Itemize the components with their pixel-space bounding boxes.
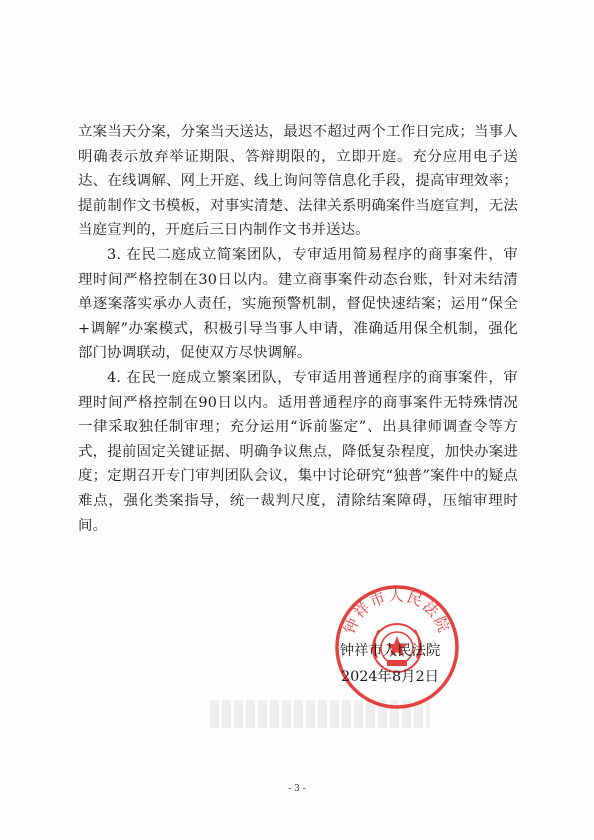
page-number: - 3 - (288, 784, 306, 794)
paragraph-2: 3. 在民二庭成立简案团队，专审适用简易程序的商事案件，审理时间严格控制在30日以内。建立商事案件动态台账，针对未结清单逐案落实承办人责任，实施预警机制，督促快速结案；运用“保全+调解”办案模式，积极引导当事人申请，准确适用保全机制，强化部门协调联动，促使双方尽快调解。 (78, 246, 518, 362)
signature-block (300, 638, 480, 690)
signing-date: 2024年8月2日 (340, 669, 440, 685)
paragraph-3: 4. 在民一庭成立繁案团队，专审适用普通程序的商事案件，审理时间严格控制在90日以内。适用普通程序的商事案件无特殊情况一律采取独任制审理；充分运用“诉前鉴定”、出具律师调查令等方式，提前固定关键证据、明确争议焦点，降低复杂程度，加快办案进度；定期召开专门审判团队会议，集中讨论研究“独普”案件中的疑点难点，强化类案指导，统一裁判尺度，清除结案障碍，压缩审理时间。 (78, 369, 518, 534)
document-body (78, 120, 518, 538)
signing-organization: 钟祥市人民法院 (339, 643, 441, 659)
paragraph-1: 立案当天分案，分案当天送达，最迟不超过两个工作日完成；当事人明确表示放弃举证期限、答辩期限的，立即开庭。充分应用电子送达、在线调解、网上开庭、线上询问等信息化手段，提高审理效率；提前制作文书模板，对事实清楚、法律关系明确案件当庭宣判，无法当庭宣判的，开庭后三日内制作文书并送达。 (78, 124, 518, 239)
svg-text:钟祥市人民法院: 钟祥市人民法院 (340, 586, 454, 637)
